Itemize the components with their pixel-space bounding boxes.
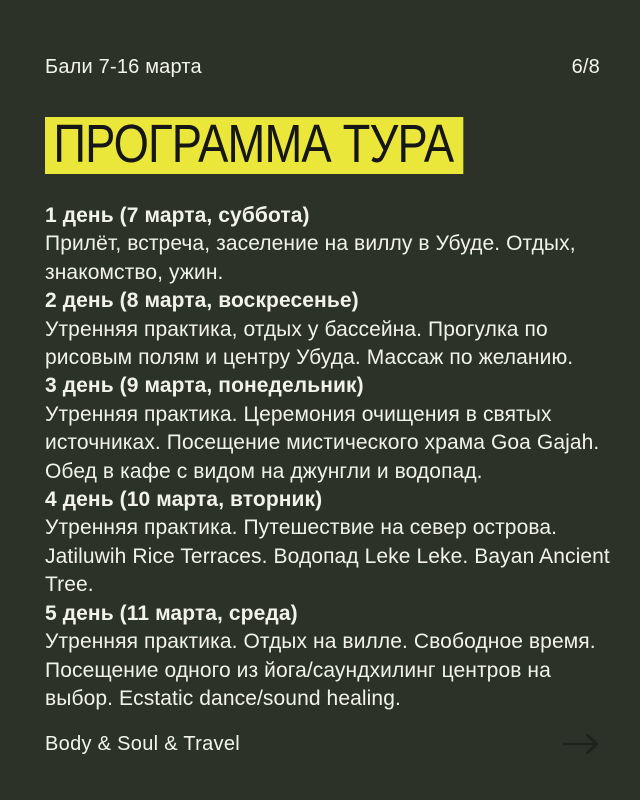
- day-item-3: [45, 372, 623, 486]
- page-indicator: 6/8: [571, 56, 600, 78]
- day-item-4: [45, 486, 623, 600]
- itinerary: [45, 202, 623, 713]
- arrow-right-icon[interactable]: [560, 731, 602, 757]
- day-description: Прилёт, встреча, заселение на виллу в Убуде. Отдых, знакомство, ужин.: [45, 232, 576, 284]
- day-heading: 3 день (9 марта, понедельник): [45, 374, 364, 398]
- slide-footer: [45, 731, 602, 757]
- day-heading: 5 день (11 марта, среда): [45, 601, 298, 625]
- day-description: Утренняя практика. Путешествие на север острова. Jatiluwih Rice Terraces. Водопад Leke Leke. Bayan Ancient Tree.: [45, 516, 610, 597]
- day-heading: 1 день (7 марта, суббота): [45, 204, 310, 227]
- day-item-1: [45, 202, 623, 287]
- page-title: ПРОГРАММА ТУРА: [45, 117, 463, 174]
- day-description: Утренняя практика, отдых у бассейна. Прогулка по рисовым полям и центру Убуда. Массаж по желанию.: [45, 317, 574, 370]
- day-description: Утренняя практика. Отдых на вилле. Свободное время. Посещение одного из йога/саундхилинг центров на выбор. Ecstatic dance/sound healing.: [45, 630, 596, 710]
- trip-label: Бали 7-16 марта: [45, 56, 202, 78]
- day-item-2: [45, 287, 623, 372]
- day-heading: 4 день (10 марта, вторник): [45, 488, 323, 512]
- day-heading: 2 день (8 марта, воскресенье): [45, 289, 359, 313]
- page-title-wrap: [45, 114, 463, 174]
- day-description: Утренняя практика. Церемония очищения в святых источниках. Посещение мистического храма Goa Gajah. Обед в кафе с видом на джунгли и водопад.: [45, 402, 600, 483]
- slide-header: [45, 56, 600, 79]
- day-item-5: [45, 600, 623, 714]
- brand-label: Body & Soul & Travel: [45, 732, 240, 755]
